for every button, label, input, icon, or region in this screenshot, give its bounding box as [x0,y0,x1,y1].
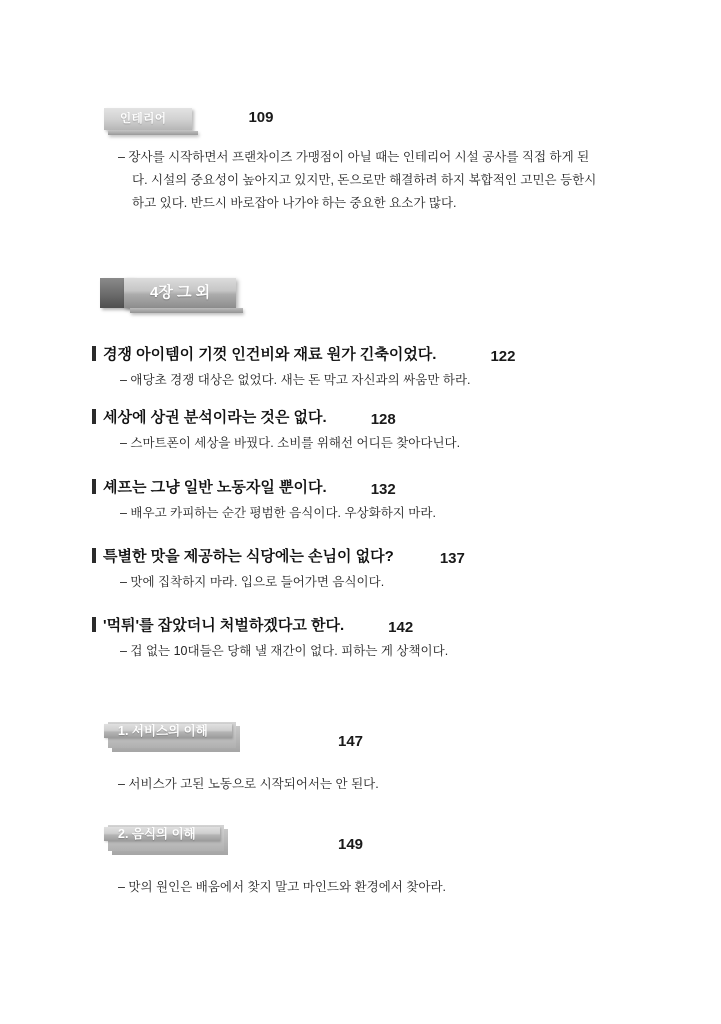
toc-entry[interactable] [92,343,516,365]
interior-paragraph: – 장사를 시작하면서 프랜차이즈 가맹점이 아닐 때는 인테리어 시설 공사를 직접 하게 된다. 시설의 중요성이 높아지고 있지만, 돈으로만 해결하려 하지 복합적인 고민은 등한시하고 있다. 반드시 바로잡아 나가야 하는 중요한 요소가 많다. [118,150,597,211]
numbered-section-page-number: 147 [338,733,364,750]
toc-entry[interactable] [92,545,465,567]
entry-description: – 맛에 집착하지 마라. 입으로 들어가면 음식이다. [120,575,385,589]
numbered-section-tab [104,821,220,847]
numbered-tab-label: 1. 서비스의 이해 [104,724,232,738]
interior-section-header [104,108,273,130]
entry-title: 특별한 맛을 제공하는 식당에는 손님이 없다? [92,545,394,566]
interior-page-number: 109 [248,109,274,126]
entry-description: – 애당초 경쟁 대상은 없었다. 새는 돈 막고 자신과의 싸움만 하라. [120,373,471,387]
entry-bullet-bar [92,479,96,494]
entry-title: '먹튀'를 잡았더니 처벌하겠다고 한다. [92,614,344,635]
entry-page-number: 132 [370,481,396,498]
entry-title: 세상에 상권 분석이라는 것은 없다. [92,406,327,427]
entry-bullet-bar [92,409,96,424]
entry-description: – 겁 없는 10대들은 당해 낼 재간이 없다. 피하는 게 상책이다. [120,644,449,658]
numbered-tab-label: 2. 음식의 이해 [104,827,220,841]
numbered-section-description: – 서비스가 고된 노동으로 시작되어서는 안 된다. [118,777,379,791]
entry-description: – 배우고 카피하는 순간 평범한 음식이다. 우상화하지 마라. [120,506,436,520]
entry-bullet-bar [92,617,96,632]
interior-tab-label: 인테리어 [104,108,192,130]
entry-bullet-bar [92,548,96,563]
entry-page-number: 122 [490,348,516,365]
entry-description: – 스마트폰이 세상을 바꿨다. 소비를 위해선 어디든 찾아다닌다. [120,436,461,450]
numbered-section-description: – 맛의 원인은 배움에서 찾지 말고 마인드와 환경에서 찾아라. [118,880,447,894]
entry-page-number: 128 [370,411,396,428]
entry-page-number: 142 [388,619,414,636]
entry-page-number: 137 [439,550,465,567]
entry-bullet-bar [92,346,96,361]
toc-entry[interactable] [92,406,396,428]
entry-title: 셰프는 그냥 일반 노동자일 뿐이다. [92,476,327,497]
entry-title: 경쟁 아이템이 기껏 인건비와 재료 원가 긴축이었다. [92,343,436,364]
numbered-section-page-number: 149 [338,836,364,853]
toc-entry[interactable] [92,476,396,498]
numbered-section-tab [104,718,232,744]
toc-entry[interactable] [92,614,413,636]
chapter-banner [100,278,236,308]
chapter-banner-label: 4장 그 외 [124,278,236,308]
